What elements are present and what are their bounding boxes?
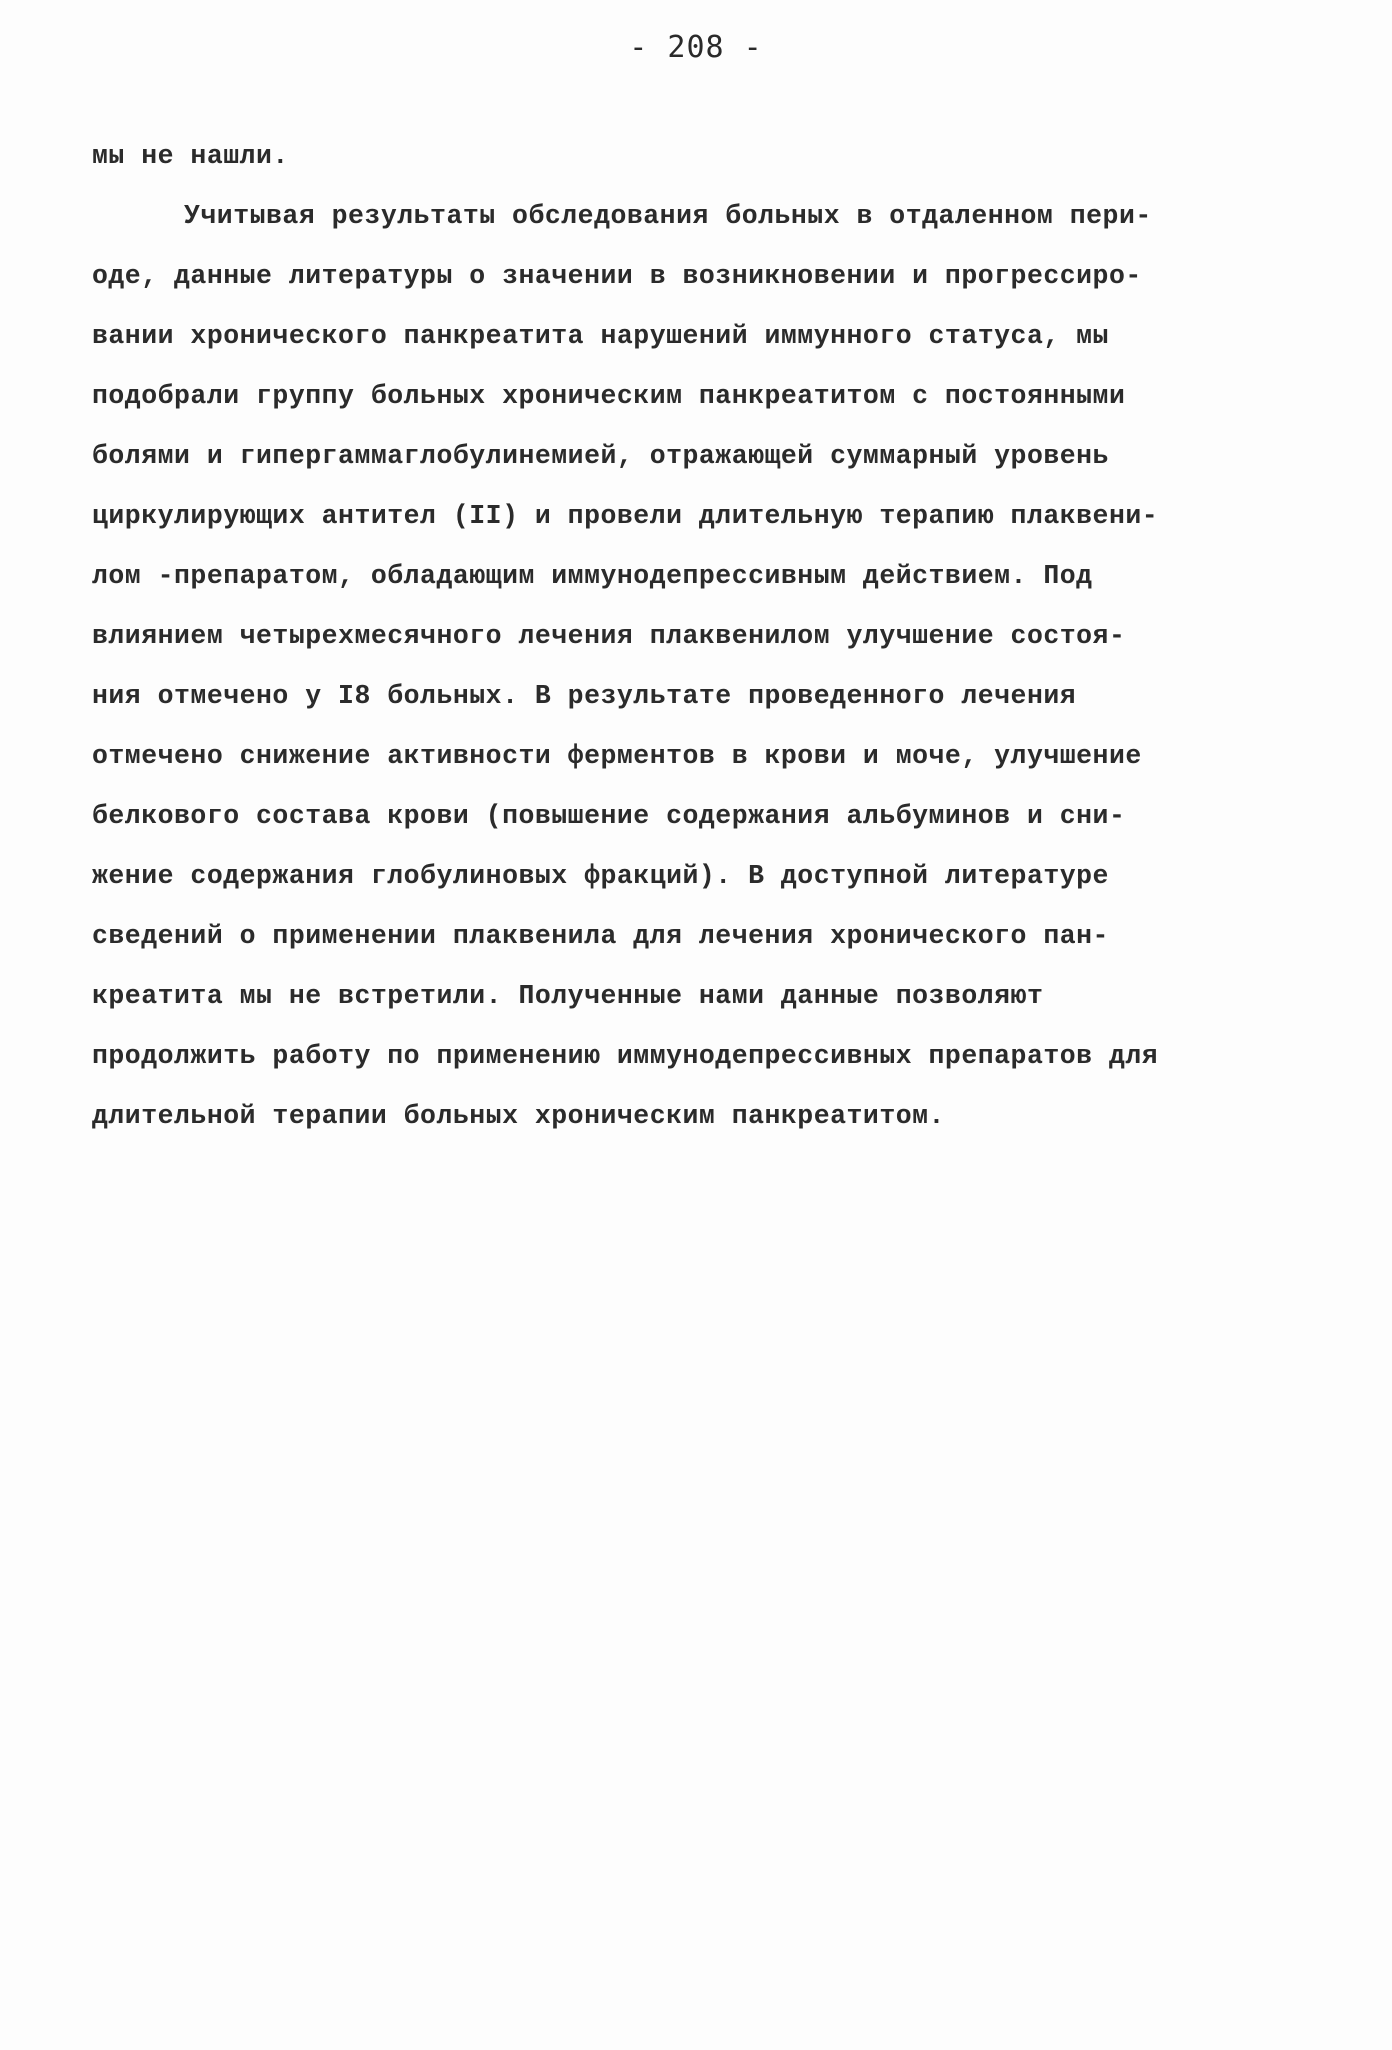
page-number: - 208 - xyxy=(629,30,763,65)
text-line: жение содержания глобулиновых фракций). В доступной литературе xyxy=(92,861,1109,891)
text-line: мы не нашли. xyxy=(92,141,289,171)
text-line: Учитывая результаты обследования больных в отдаленном пери- xyxy=(184,201,1152,231)
text-line: болями и гипергаммаглобулинемией, отражающей суммарный уровень xyxy=(92,441,1109,471)
text-line: подобрали группу больных хроническим панкреатитом с постоянными xyxy=(92,381,1126,411)
body-text xyxy=(92,126,1312,1146)
text-line: длительной терапии больных хроническим панкреатитом. xyxy=(92,1101,945,1131)
text-line: белкового состава крови (повышение содержания альбуминов и сни- xyxy=(92,801,1126,831)
text-line: сведений о применении плаквенила для лечения хронического пан- xyxy=(92,921,1109,951)
text-line: влиянием четырехмесячного лечения плаквенилом улучшение состоя- xyxy=(92,621,1126,651)
text-line: оде, данные литературы о значении в возникновении и прогрессиро- xyxy=(92,261,1142,291)
text-line: лом -препаратом, обладающим иммунодепрессивным действием. Под xyxy=(92,561,1093,591)
text-line: вании хронического панкреатита нарушений иммунного статуса, мы xyxy=(92,321,1109,351)
text-line: циркулирующих антител (II) и провели длительную терапию плаквени- xyxy=(92,501,1159,531)
text-line: отмечено снижение активности ферментов в крови и моче, улучшение xyxy=(92,741,1142,771)
text-line: креатита мы не встретили. Полученные нами данные позволяют xyxy=(92,981,1044,1011)
text-line: ния отмечено у I8 больных. В результате проведенного лечения xyxy=(92,681,1077,711)
text-line: продолжить работу по применению иммунодепрессивных препаратов для xyxy=(92,1041,1159,1071)
